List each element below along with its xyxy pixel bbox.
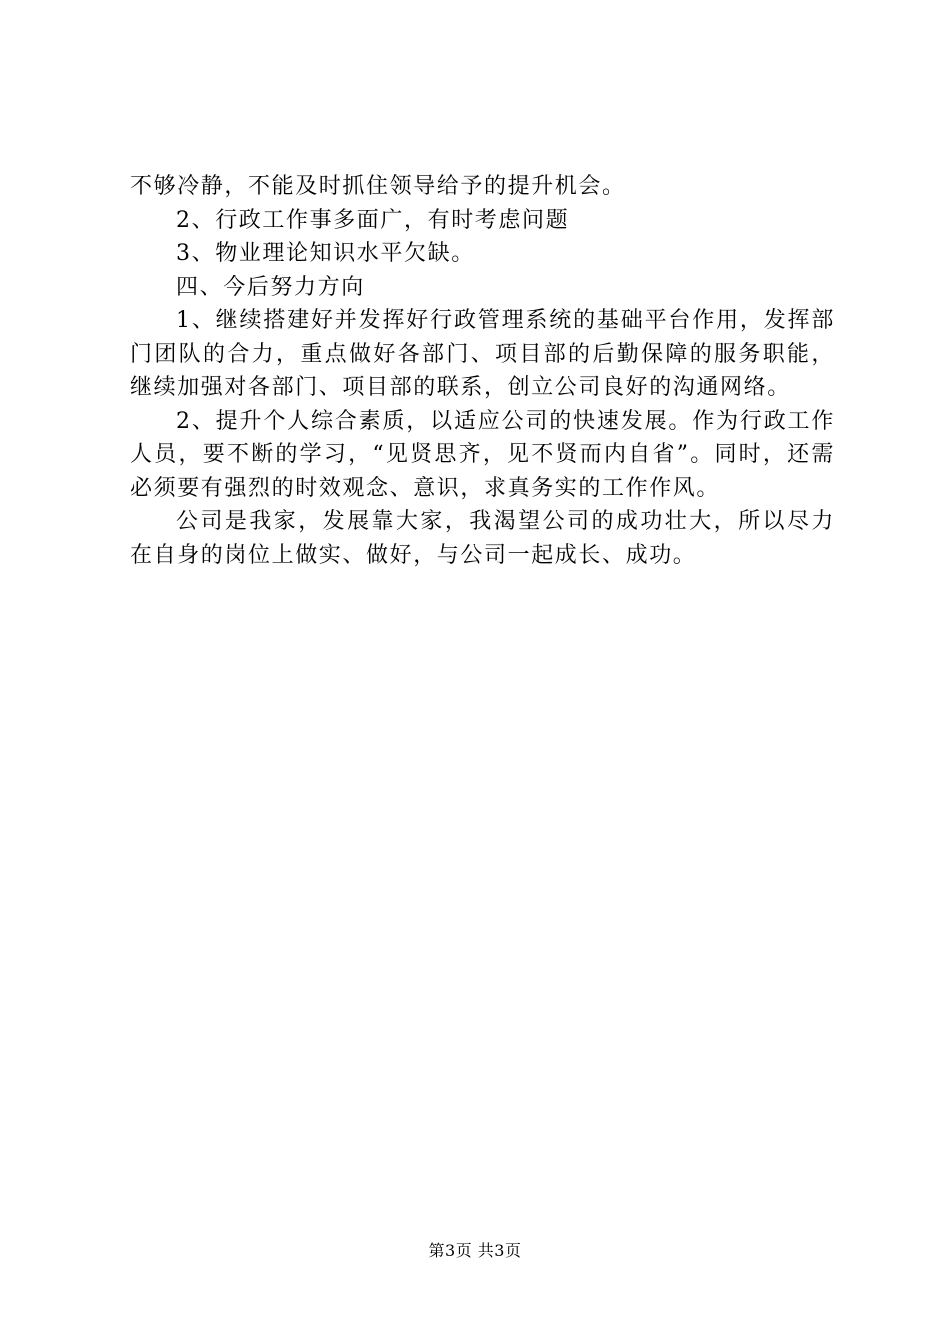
- document-body: [130, 170, 835, 572]
- paragraph-direction-1: 1、继续搭建好并发挥好行政管理系统的基础平台作用，发挥部门团队的合力，重点做好各部门、项目部的后勤保障的服务职能，继续加强对各部门、项目部的联系，创立公司良好的沟通网络。: [130, 308, 835, 400]
- section-heading-future-direction: 四、今后努力方向: [176, 274, 365, 300]
- paragraph-closing: 公司是我家，发展靠大家，我渴望公司的成功壮大，所以尽力在自身的岗位上做实、做好，与公司一起成长、成功。: [130, 509, 835, 568]
- paragraph-item-3: 3、物业理论知识水平欠缺。: [176, 241, 475, 266]
- paragraph-item-2: 2、行政工作事多面广，有时考虑问题: [176, 207, 570, 233]
- paragraph-continuation: 不够冷静，不能及时抓住领导给予的提升机会。: [130, 174, 626, 199]
- paragraph-direction-2: 2、提升个人综合素质，以适应公司的快速发展。作为行政工作人员，要不断的学习，“见贤思齐，见不贤而内自省”。同时，还需必须要有强烈的时效观念、意识，求真务实的工作作风。: [130, 408, 835, 501]
- page-number-footer: 第3页 共3页: [428, 1241, 522, 1260]
